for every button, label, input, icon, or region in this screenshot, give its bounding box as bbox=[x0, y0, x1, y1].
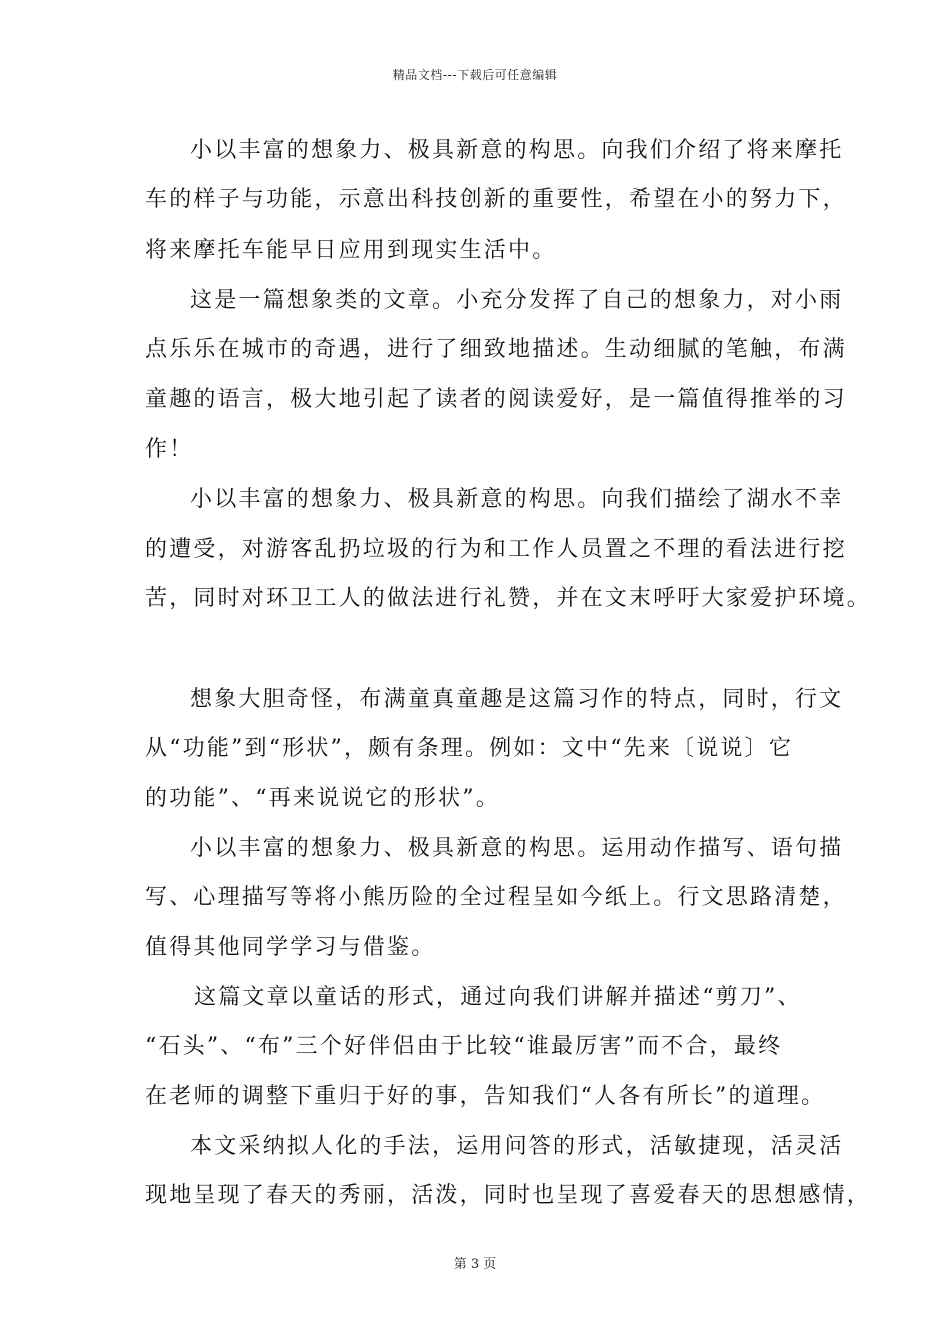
paragraph-3-line-1: 小以丰富的想象力、极具新意的构思。向我们描绘了湖水不幸 bbox=[190, 487, 844, 512]
paragraph-7-line-1: 本文采纳拟人化的手法，运用问答的形式，活敏捷现，活灵活 bbox=[190, 1134, 844, 1159]
paragraph-4-line-3: 的功能”、“再来说说它的形状”。 bbox=[145, 786, 500, 811]
paragraph-6-line-1: 这篇文章以童话的形式，通过向我们讲解并描述“剪刀”、 bbox=[194, 985, 802, 1010]
paragraph-7-line-2: 现地呈现了春天的秀丽，活泼，同时也呈现了喜爱春天的思想感情， bbox=[145, 1183, 872, 1208]
paragraph-1-line-3: 将来摩托车能早日应用到现实生活中。 bbox=[145, 238, 557, 263]
paragraph-6-line-3: 在老师的调整下重归于好的事，告知我们“人各有所长”的道理。 bbox=[145, 1084, 826, 1109]
page-number: 第 3 页 bbox=[453, 1257, 497, 1272]
paragraph-6-line-2: “石头”、“布”三个好伴侣由于比较“谁最厉害”而不合，最终 bbox=[145, 1034, 783, 1059]
paragraph-5-line-2: 写、心理描写等将小熊历险的全过程呈如今纸上。行文思路清楚， bbox=[145, 885, 847, 910]
paragraph-3-line-3: 苦，同时对环卫工人的做法进行礼赞，并在文末呼吁大家爱护环境。 bbox=[145, 586, 872, 611]
paragraph-5-line-1: 小以丰富的想象力、极具新意的构思。运用动作描写、语句描 bbox=[190, 836, 844, 861]
paragraph-2-line-4: 作！ bbox=[145, 437, 194, 462]
paragraph-1-line-2: 车的样子与功能，示意出科技创新的重要性，希望在小的努力下， bbox=[145, 187, 847, 212]
paragraph-1-line-1: 小以丰富的想象力、极具新意的构思。向我们介绍了将来摩托 bbox=[190, 138, 844, 163]
paragraph-2-line-3: 童趣的语言，极大地引起了读者的阅读爱好，是一篇值得推举的习 bbox=[145, 387, 847, 412]
paragraph-2-line-1: 这是一篇想象类的文章。小充分发挥了自己的想象力，对小雨 bbox=[190, 288, 844, 313]
paragraph-5-line-3: 值得其他同学学习与借鉴。 bbox=[145, 935, 436, 960]
paragraph-2-line-2: 点乐乐在城市的奇遇，进行了细致地描述。生动细腻的笔触，布满 bbox=[145, 337, 847, 362]
paragraph-3-line-2: 的遭受，对游客乱扔垃圾的行为和工作人员置之不理的看法进行挖 bbox=[145, 537, 847, 562]
document-header: 精品文档---下载后可任意编辑 bbox=[392, 68, 558, 82]
paragraph-4-line-2: 从“功能”到“形状”，颇有条理。例如：文中“先来〔说说〕它 bbox=[145, 736, 794, 761]
paragraph-4-line-1: 想象大胆奇怪，布满童真童趣是这篇习作的特点，同时，行文 bbox=[190, 687, 844, 712]
